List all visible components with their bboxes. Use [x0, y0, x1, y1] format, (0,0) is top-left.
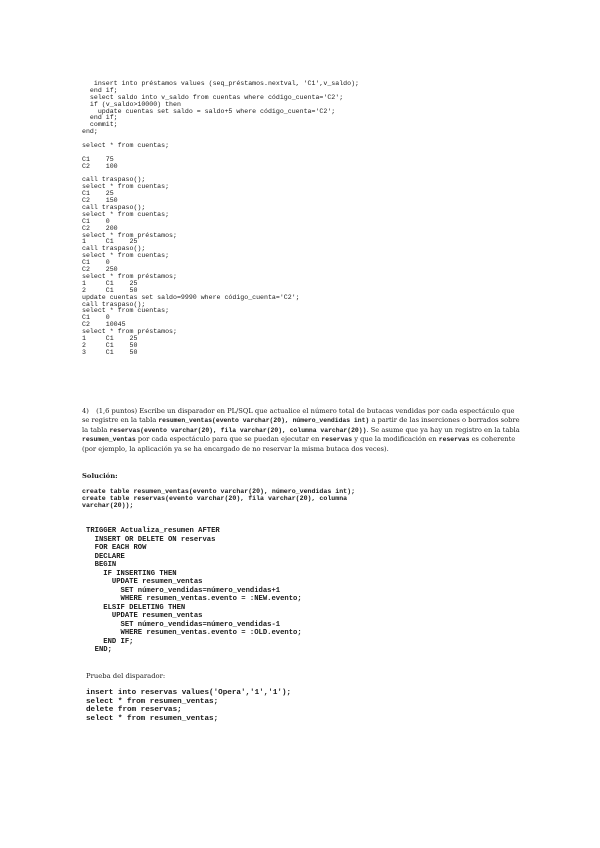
test-heading: Prueba del disparador: — [86, 672, 166, 680]
code-line: C1 25 — [82, 190, 114, 198]
code-line: select * from préstamos; — [82, 272, 177, 280]
code-line: C2 200 — [82, 224, 118, 232]
code-line: C1 75 — [82, 155, 114, 163]
code-block-traspaso — [82, 81, 359, 357]
code-line: C1 0 — [82, 259, 110, 267]
question-number: 4) — [82, 407, 89, 415]
code-line: commit; — [82, 121, 118, 129]
code-line: end if; — [82, 114, 118, 122]
code-line: select * from cuentas; — [82, 307, 170, 315]
code-line: call traspaso(); — [82, 204, 146, 212]
question-code-4: reservas — [321, 436, 353, 444]
question-text-2: a partir de las inserciones o borrados sobre la tabla — [82, 415, 520, 434]
code-line: select * from cuentas; — [82, 142, 170, 150]
code-listing — [86, 689, 291, 723]
code-line: UPDATE resumen_ventas — [86, 578, 203, 586]
question-code-3: resumen_ventas — [82, 436, 136, 444]
code-line: BEGIN — [86, 561, 117, 569]
question-text-5: y que la modificación en — [352, 435, 439, 444]
code-line: create table resumen_ventas(evento varchar(20), número_vendidas int); — [82, 488, 356, 495]
code-line: select * from resumen_ventas; — [86, 714, 219, 723]
code-line: WHERE resumen_ventas.evento = :NEW.evento; — [86, 595, 302, 603]
code-line: INSERT OR DELETE ON reservas — [86, 535, 216, 544]
code-line: C1 0 — [82, 217, 110, 225]
code-line: call traspaso(); — [82, 300, 146, 308]
code-line: C2 150 — [82, 197, 118, 205]
code-listing — [86, 527, 302, 655]
question-code-1: resumen_ventas(evento varchar(20), número_vendidas int) — [158, 416, 370, 424]
code-line — [82, 150, 359, 157]
code-line: 2 C1 50 — [82, 341, 138, 349]
code-line: IF INSERTING THEN — [86, 569, 177, 578]
question-text-6: es coherente (por ejemplo, la aplicación ya se ha encargado de no reservar la misma butaca dos veces). — [82, 435, 516, 454]
code-line: select saldo into v_saldo from cuentas where código_cuenta='C2'; — [82, 93, 344, 101]
code-line: SET número_vendidas=número_vendidas-1 — [86, 620, 281, 629]
code-listing — [82, 489, 355, 510]
question-text-1: (1,6 puntos) Escribe un disparador en PL/SQL que actualice el número total de butacas vendidas por cada espectáculo que se registre en la tabla — [82, 407, 515, 424]
code-line: END; — [86, 646, 112, 654]
code-line: C2 10045 — [82, 321, 126, 329]
code-line: C1 0 — [82, 314, 110, 322]
solution-heading: Solución: — [82, 472, 118, 480]
code-line: select * from cuentas; — [82, 210, 170, 218]
code-line: WHERE resumen_ventas.evento = :OLD.evento; — [86, 629, 302, 637]
code-line: call traspaso(); — [82, 176, 146, 184]
code-line: 2 C1 50 — [82, 286, 138, 294]
code-block-test — [86, 689, 291, 723]
code-listing — [82, 81, 359, 357]
code-line: end; — [82, 128, 98, 136]
question-text-4: por cada espectáculo para que se puedan ejecutar en — [135, 435, 322, 444]
code-line: select * from cuentas; — [82, 183, 170, 191]
question-code-5: reservas — [438, 436, 470, 444]
code-line: UPDATE resumen_ventas — [86, 612, 203, 620]
code-line: 1 C1 25 — [82, 279, 138, 287]
code-block-create-tables — [82, 489, 355, 510]
code-line: FOR EACH ROW — [86, 544, 147, 552]
code-line: delete from reservas; — [86, 706, 182, 715]
question-code-2: reservas(evento varchar(20), fila varchar(20), columna varchar(20)) — [109, 426, 367, 434]
code-line: if (v_saldo>10000) then — [82, 100, 181, 108]
code-line: C2 100 — [82, 162, 118, 170]
code-block-trigger — [86, 527, 302, 655]
code-line: select * from préstamos; — [82, 328, 177, 336]
code-line: SET número_vendidas=número_vendidas+1 — [86, 586, 281, 595]
code-line: create table reservas(evento varchar(20), fila varchar(20), columna — [82, 494, 348, 502]
code-line: call traspaso(); — [82, 245, 146, 253]
code-line: end if; — [82, 86, 118, 94]
code-line: select * from préstamos; — [82, 231, 177, 239]
question-4 — [82, 407, 522, 454]
code-line: select * from resumen_ventas; — [86, 697, 219, 706]
code-line: insert into reservas values('Opera','1','1'); — [86, 689, 292, 697]
code-line: DECLARE — [86, 552, 125, 561]
code-line: C2 250 — [82, 266, 118, 274]
code-line: 1 C1 25 — [82, 334, 138, 342]
code-line: ELSIF DELETING THEN — [86, 603, 186, 612]
code-line: 3 C1 50 — [82, 348, 138, 356]
code-line: insert into préstamos values (seq_préstamos.nextval, 'C1',v_saldo); — [82, 80, 359, 87]
code-line: update cuentas set saldo = saldo+5 where código_cuenta='C2'; — [82, 107, 336, 115]
code-line: TRIGGER Actualiza_resumen AFTER — [86, 527, 220, 535]
code-line: END IF; — [86, 637, 134, 646]
code-line: varchar(20)); — [82, 501, 134, 509]
question-text-3: . Se asume que ya hay un registro en la tabla — [366, 425, 520, 434]
code-line: 1 C1 25 — [82, 238, 138, 246]
code-line: update cuentas set saldo=9990 where código_cuenta='C2'; — [82, 293, 300, 301]
code-line: select * from cuentas; — [82, 252, 170, 260]
